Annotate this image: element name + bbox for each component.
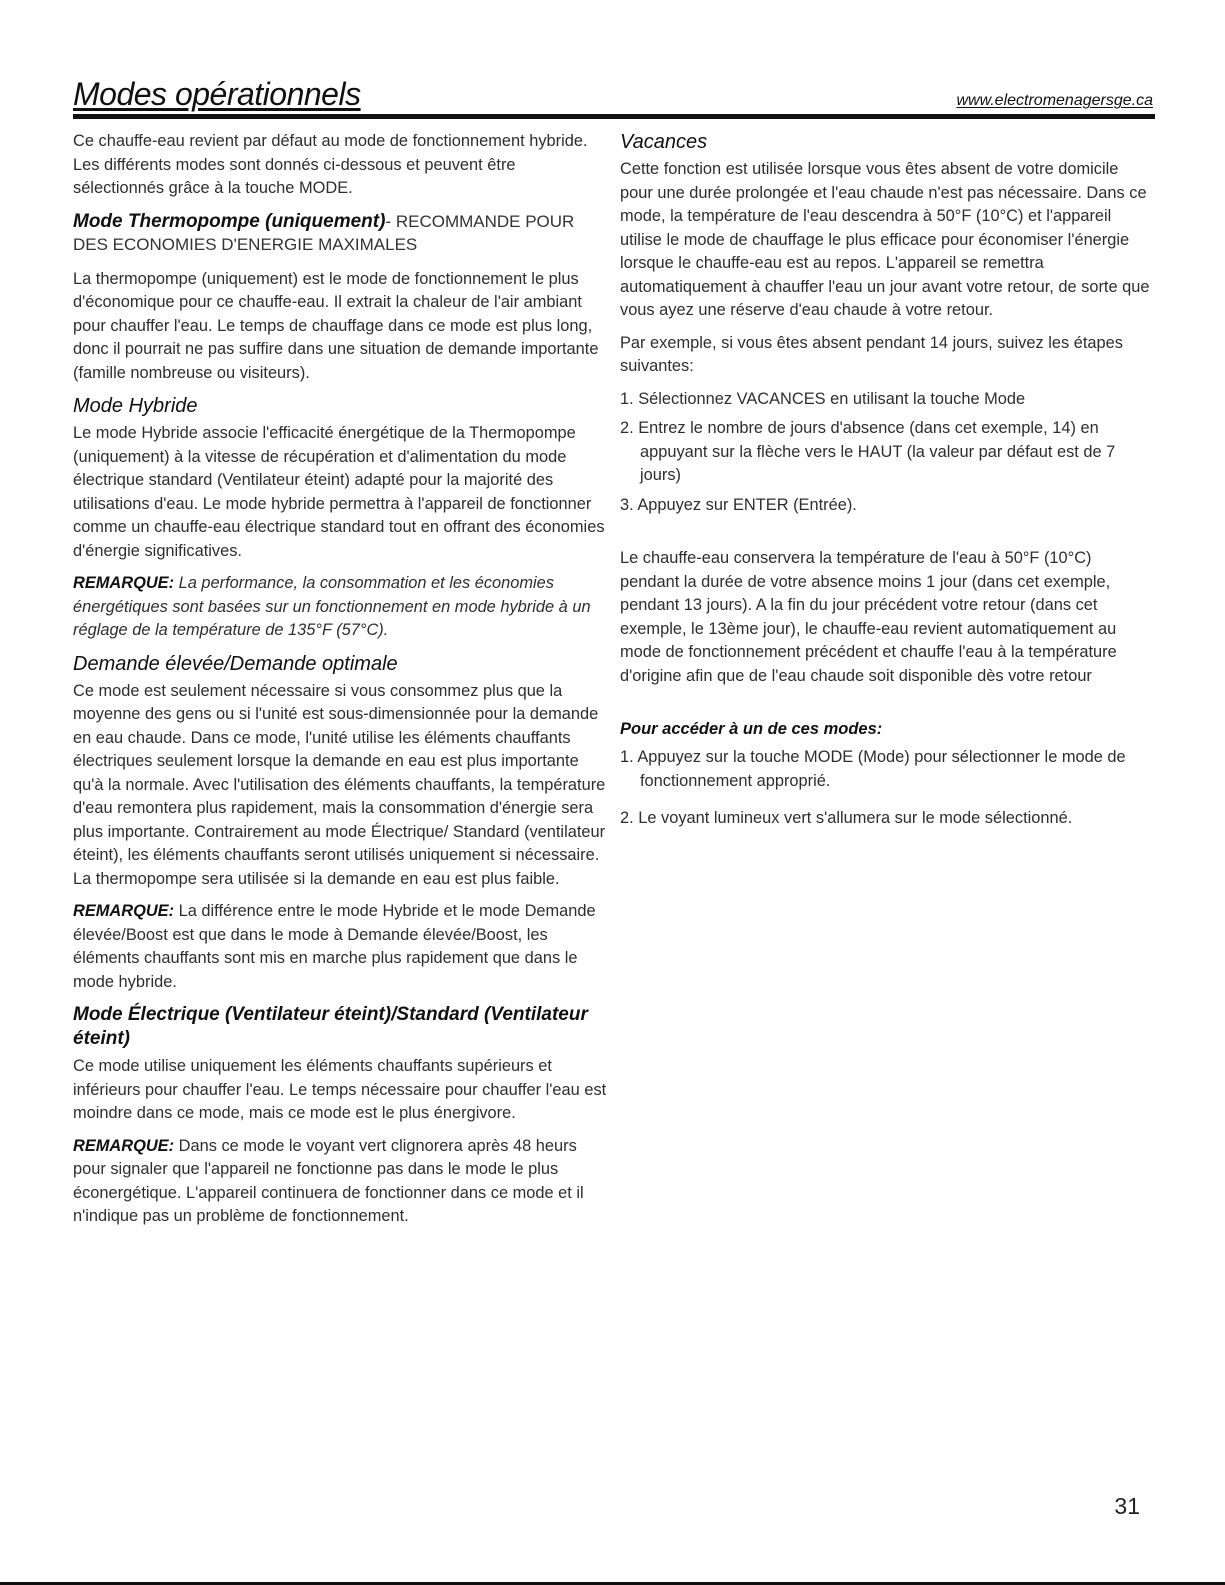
note-2-label: REMARQUE: xyxy=(73,902,175,920)
access-step-2: 2. Le voyant lumineux vert s'allumera sur le mode sélectionné. xyxy=(620,809,1073,827)
intro-paragraph: Ce chauffe-eau revient par défaut au mode de fonctionnement hybride. Les différents modes sont donnés ci-dessous et peuvent être sélectionnés grâce à la touche MODE. xyxy=(73,132,588,197)
keep-temperature-paragraph: Le chauffe-eau conservera la température de l'eau à 50°F (10°C) pendant la durée de votre absence moins 1 jour (dans cet exemple, pendant 13 jours). A la fin du jour précédent votre retour (dans cet exemple, le 13ème jour), le chauffe-eau revient automatiquement au mode de fonctionnement précédent et chauffe l'eau à la température d'origine afin que de l'eau chaude soit disponible dès votre retour xyxy=(620,549,1117,685)
note-2 xyxy=(73,900,608,994)
page-header xyxy=(73,68,1155,119)
electric-paragraph: Ce mode utilise uniquement les éléments chauffants supérieurs et inférieurs pour chauffer l'eau. Le temps nécessaire pour chauffer l'eau est moindre dans ce mode, mais ce mode est le plus énergivore. xyxy=(73,1057,607,1122)
note-3 xyxy=(73,1135,608,1229)
vacation-steps xyxy=(620,388,1155,518)
note-3-text: Dans ce mode le voyant vert clignorera après 48 heurs pour signaler que l'appareil ne fonctionne pas dans le mode le plus éconergétique. L'appareil continuera de fonctionner dans ce mode et il n'indique pas un problème de fonctionnement. xyxy=(73,1136,584,1225)
thermo-subtitle: - RECOMMANDE POUR DES ECONOMIES D'ENERGIE MAXIMALES xyxy=(73,211,575,254)
vacation-step-1: 1. Sélectionnez VACANCES en utilisant la touche Mode xyxy=(620,389,1026,408)
thermo-paragraph: La thermopompe (uniquement) est le mode de fonctionnement le plus d'économique pour ce chauffe-eau. Il extrait la chaleur de l'air ambiant pour chauffer l'eau. Le temps de chauffage dans ce mode est plus long, donc il pourrait ne pas suffire dans une situation de demande importante (famille nombreuse ou visiteurs). xyxy=(73,269,599,382)
note-3-label: REMARQUE: xyxy=(73,1136,175,1155)
left-column xyxy=(73,130,608,1238)
electric-heading: Mode Électrique (Ventilateur éteint)/Standard (Ventilateur éteint) xyxy=(73,1004,588,1049)
access-steps xyxy=(620,746,1155,831)
thermo-heading xyxy=(73,210,608,256)
vacation-heading: Vacances xyxy=(620,131,708,153)
page-number: 31 xyxy=(1114,1493,1140,1519)
note-1 xyxy=(73,572,608,643)
right-column xyxy=(620,130,1155,839)
demand-paragraph: Ce mode est seulement nécessaire si vous consommez plus que la moyenne des gens ou si l'unité est sous-dimensionnée pour la demande en eau chaude. Dans ce mode, l'unité utilise les éléments chauffants électriques seulement lorsque la demande en eau est plus importante qu'à la normale. Avec l'utilisation des éléments chauffants, la température d'eau remontera plus rapidement, mais la consommation d'énergie sera plus importante. Contrairement au mode Électrique/ Standard (ventilateur éteint), les éléments chauffants seront utilisés uniquement si nécessaire. La thermopompe sera utilisée si la demande en eau est plus faible. xyxy=(73,681,606,888)
note-1-label: REMARQUE: xyxy=(73,574,175,592)
example-paragraph: Par exemple, si vous êtes absent pendant 14 jours, suivez les étapes suivantes: xyxy=(620,333,1123,375)
vacation-step-2: 2. Entrez le nombre de jours d'absence (dans cet exemple, 14) en appuyant sur la flèche vers le HAUT (la valeur par défaut est de 7 jours) xyxy=(620,419,1116,484)
vacation-step-3: 3. Appuyez sur ENTER (Entrée). xyxy=(620,495,857,514)
access-step-1: 1. Appuyez sur la touche MODE (Mode) pour sélectionner le mode de fonctionnement approprié. xyxy=(620,748,1126,790)
vacation-paragraph: Cette fonction est utilisée lorsque vous êtes absent de votre domicile pour une durée prolongée et l'eau chaude n'est pas nécessaire. Dans ce mode, la température de l'eau descendra à 50°F (10°C) et l'appareil utilise le mode de chauffage le plus efficace pour économiser l'énergie lorsque le chauffe-eau est au repos. L'appareil se remettra automatiquement à chauffer l'eau un jour avant votre retour, de sorte que vous ayez une réserve d'eau chaude à votre retour. xyxy=(620,160,1150,319)
access-modes-heading: Pour accéder à un de ces modes: xyxy=(620,720,883,738)
demand-heading: Demande élevée/Demande optimale xyxy=(73,652,398,675)
hybrid-paragraph: Le mode Hybride associe l'efficacité énergétique de la Thermopompe (uniquement) à la vitesse de récupération et d'alimentation du mode électrique standard (Ventilateur éteint) adapté pour la majorité des utilisations d'eau. Le mode hybride permettra à l'appareil de fonctionner comme un chauffe-eau électrique standard tout en offrant des économies d'énergie significatives. xyxy=(73,424,605,560)
page-title: Modes opérationnels xyxy=(73,76,361,112)
note-1-text: La performance, la consommation et les économies énergétiques sont basées sur un fonctionnement en mode hybride à un réglage de la température de 135°F (57°C). xyxy=(73,574,591,639)
website-url[interactable]: www.electromenagersge.ca xyxy=(956,92,1153,109)
hybrid-heading: Mode Hybride xyxy=(73,395,198,417)
note-2-text: La différence entre le mode Hybride et le mode Demande élevée/Boost est que dans le mode à Demande élevée/Boost, les éléments chauffants sont mis en marche plus rapidement que dans le mode hybride. xyxy=(73,902,596,991)
thermo-title: Mode Thermopompe (uniquement) xyxy=(73,210,386,232)
